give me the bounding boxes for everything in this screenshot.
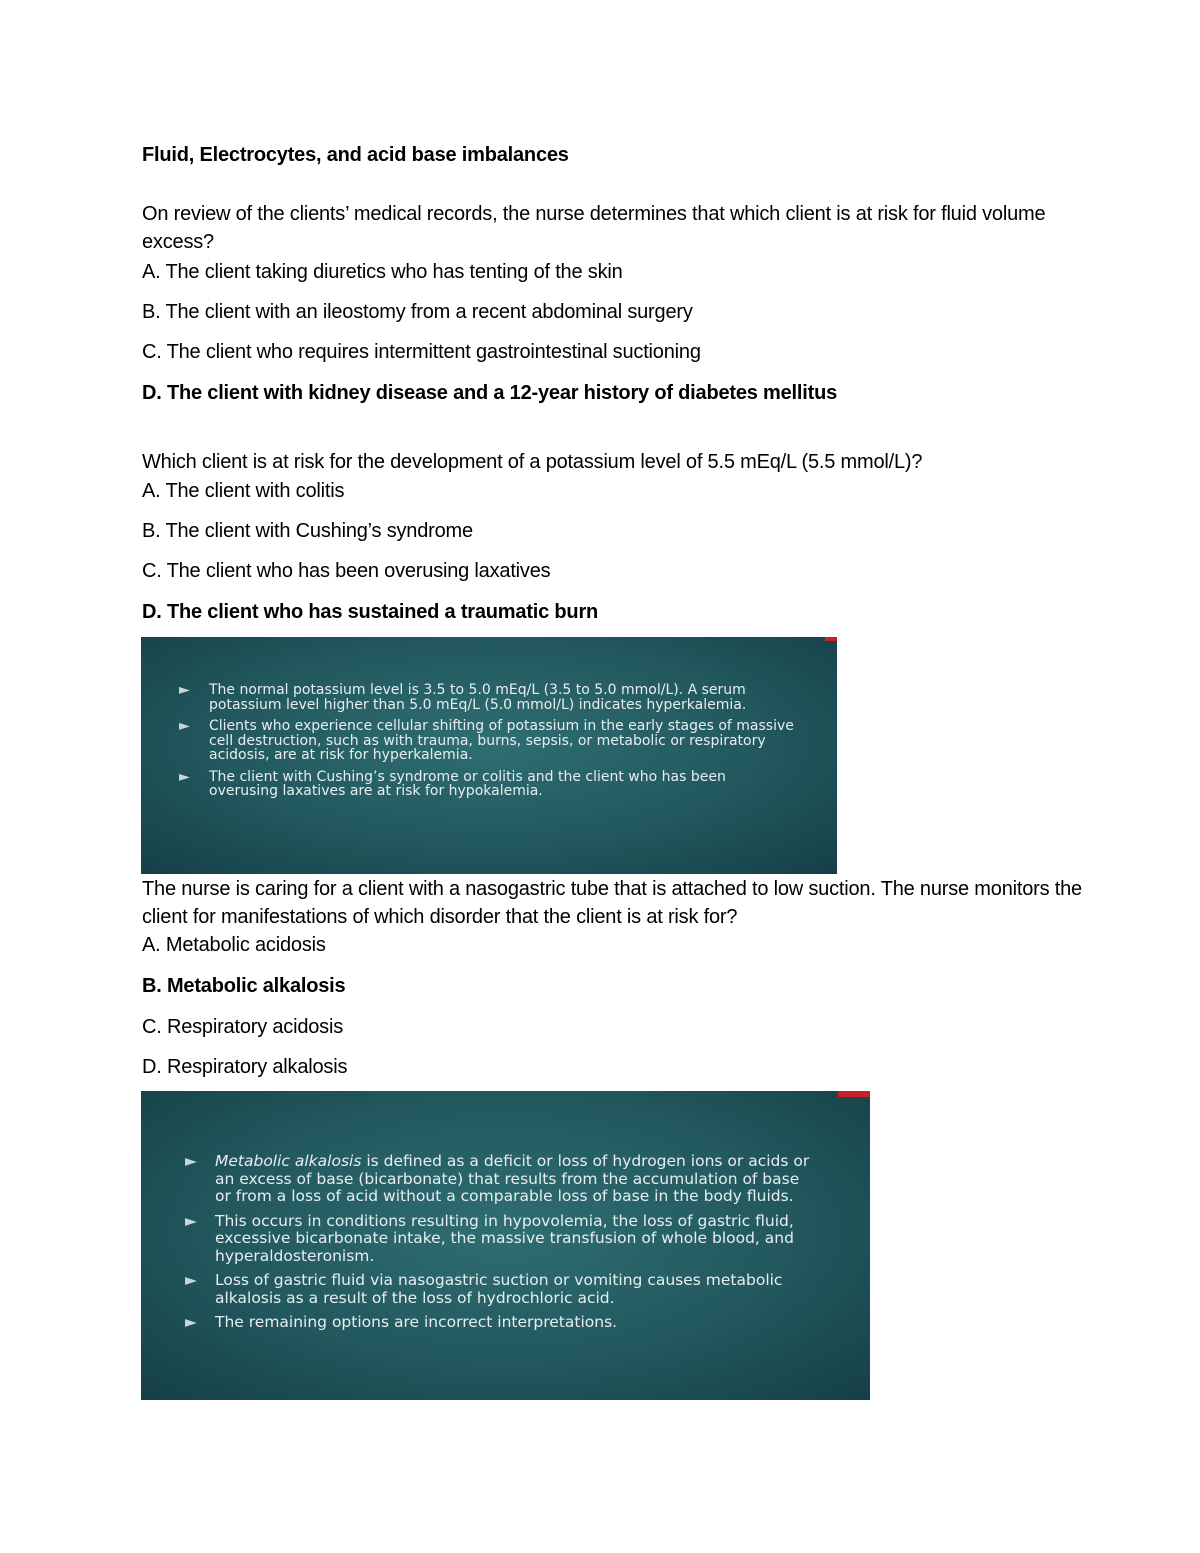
slide-1-bullet-item (179, 770, 799, 799)
question-1-option-a: A. The client taking diuretics who has tenting of the skin (142, 261, 623, 283)
slide-1-bullet-3-text: The client with Cushing’s syndrome or colitis and the client who has been overusing laxatives are at risk for hypokalemia. (209, 768, 726, 799)
slide-1-bullet-item (179, 683, 799, 712)
slide-1-accent-bar (825, 637, 837, 641)
question-2-option-d-correct: D. The client who has sustained a traumatic burn (142, 601, 599, 623)
question-2-option-c: C. The client who has been overusing laxatives (142, 560, 551, 582)
question-1-text: On review of the clients’ medical records, the nurse determines that which client is at risk for fluid volume excess? (142, 203, 1046, 253)
question-3-option-a: A. Metabolic acidosis (142, 934, 326, 956)
slide-2-bullet-list (185, 1153, 815, 1332)
triangle-bullet-icon: ► (179, 768, 190, 785)
triangle-bullet-icon: ► (179, 682, 190, 698)
slide-2-bullet-item (185, 1314, 815, 1332)
question-3-option-d: D. Respiratory alkalosis (142, 1056, 348, 1078)
slide-2-accent-bar (838, 1091, 870, 1097)
slide-2-bullet-3-text: Loss of gastric fluid via nasogastric suction or vomiting causes metabolic alkalosis as a result of the loss of hydrochloric acid. (215, 1271, 783, 1307)
question-3-option-c: C. Respiratory acidosis (142, 1016, 344, 1038)
rationale-slide-1 (141, 637, 837, 874)
question-1-option-c: C. The client who requires intermittent gastrointestinal suctioning (142, 341, 701, 363)
slide-2-bullet-item (185, 1153, 815, 1206)
slide-2-bullet-item (185, 1213, 815, 1266)
rationale-slide-2 (141, 1091, 870, 1400)
question-2-option-b: B. The client with Cushing’s syndrome (142, 520, 473, 542)
triangle-bullet-icon: ► (179, 718, 190, 734)
question-1-option-b: B. The client with an ileostomy from a recent abdominal surgery (142, 301, 693, 323)
triangle-bullet-icon: ► (185, 1271, 197, 1289)
slide-2-bullet-1-text: Metabolic alkalosis is defined as a deficit or loss of hydrogen ions or acids or an excess of base (bicarbonate) that results from the accumulation of base or from a loss of acid without a comparable loss of base in the body fluids. (215, 1152, 810, 1205)
slide-2-bullet-2-text: This occurs in conditions resulting in hypovolemia, the loss of gastric fluid, excessive bicarbonate intake, the massive transfusion of whole blood, and hyperaldosteronism. (215, 1211, 794, 1265)
question-2-option-a: A. The client with colitis (142, 480, 345, 502)
slide-2-bullet-item (185, 1272, 815, 1307)
slide-1-bullet-item (179, 719, 799, 763)
question-3-option-b-correct: B. Metabolic alkalosis (142, 975, 346, 997)
question-2-text: Which client is at risk for the development of a potassium level of 5.5 mEq/L (5.5 mmol/L)? (142, 451, 923, 473)
slide-1-bullet-1-text: The normal potassium level is 3.5 to 5.0 mEq/L (3.5 to 5.0 mmol/L). A serum potassium level higher than 5.0 mEq/L (5.0 mmol/L) indicates hyperkalemia. (209, 682, 747, 713)
triangle-bullet-icon: ► (185, 1211, 197, 1230)
triangle-bullet-icon: ► (185, 1313, 197, 1331)
slide-2-bullet-4-text: The remaining options are incorrect interpretations. (215, 1313, 618, 1331)
question-3-text: The nurse is caring for a client with a nasogastric tube that is attached to low suction. The nurse monitors the client for manifestations of which disorder that the client is at risk for? (142, 878, 1082, 928)
triangle-bullet-icon: ► (185, 1152, 197, 1170)
slide-1-bullet-list (179, 683, 799, 799)
question-1-option-d-correct: D. The client with kidney disease and a 12-year history of diabetes mellitus (142, 382, 838, 404)
slide-1-bullet-2-text: Clients who experience cellular shifting of potassium in the early stages of massive cell destruction, such as with trauma, burns, sepsis, or metabolic or respiratory acidosis, are at risk for hyperkalemia. (209, 718, 794, 763)
document-title: Fluid, Electrocytes, and acid base imbalances (142, 144, 569, 166)
